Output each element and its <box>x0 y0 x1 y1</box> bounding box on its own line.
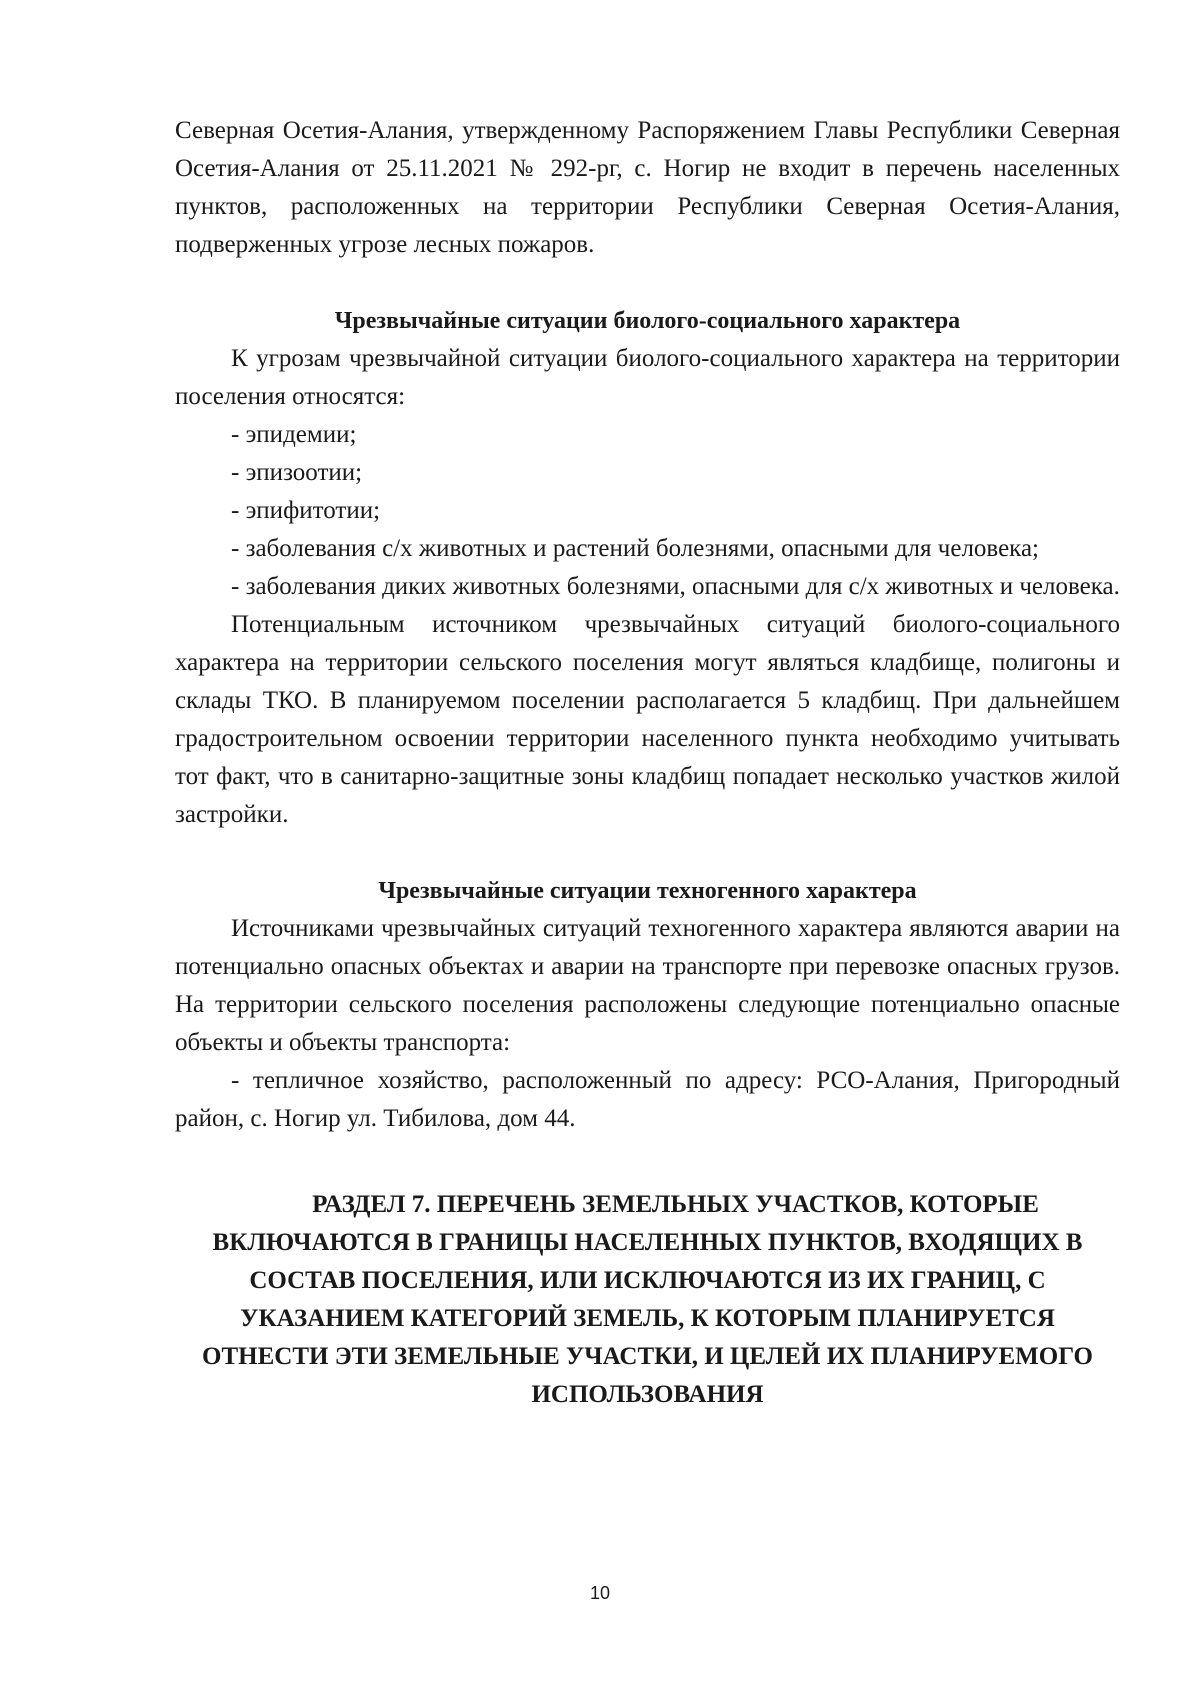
page-number: 10 <box>589 1583 611 1603</box>
technogenic-heading: Чрезвычайные ситуации техногенного характера <box>378 878 917 904</box>
technogenic-paragraph: Источниками чрезвычайных ситуаций техногенного характера являются аварии на потенциально опасных объектах и аварии на транспорте при перевозке опасных грузов. На территории сельского поселения расположены следующие потенциально опасные объекты и объекты транспорта: <box>175 915 1120 1056</box>
bio-social-paragraph: Потенциальным источником чрезвычайных ситуаций биолого-социального характера на территории сельского поселения могут являться кладбище, полигоны и склады ТКО. В планируемом поселении располагается 5 кладбищ. При дальнейшем градостроительном освоении территории населенного пункта необходимо учитывать тот факт, что в санитарно-защитные зоны кладбищ попадает несколько участков жилой застройки. <box>175 611 1120 828</box>
bio-social-heading: Чрезвычайные ситуации биолого-социального характера <box>334 308 961 334</box>
technogenic-item-greenhouse: - тепличное хозяйство, расположенный по адресу: РСО-Алания, Пригородный район, с. Ногир ул. Тибилова, дом 44. <box>175 1067 1120 1132</box>
bio-social-item-epiphytotics: - эпифитотии; <box>231 497 381 524</box>
bio-social-item-farm-diseases: - заболевания с/х животных и растений болезнями, опасными для человека; <box>231 535 1039 562</box>
page-content <box>175 112 1120 1414</box>
bio-social-item-wild-diseases: - заболевания диких животных болезнями, опасными для с/х животных и человека. <box>231 573 1120 600</box>
bio-social-lead: К угрозам чрезвычайной ситуации биолого-социального характера на территории поселения относятся: <box>175 345 1120 410</box>
bio-social-item-epidemics: - эпидемии; <box>231 421 357 448</box>
bio-social-item-epizootics: - эпизоотии; <box>231 459 363 486</box>
section-7-heading: РАЗДЕЛ 7. ПЕРЕЧЕНЬ ЗЕМЕЛЬНЫХ УЧАСТКОВ, КОТОРЫЕ ВКЛЮЧАЮТСЯ В ГРАНИЦЫ НАСЕЛЕННЫХ ПУНКТОВ, ВХОДЯЩИХ В СОСТАВ ПОСЕЛЕНИЯ, ИЛИ ИСКЛЮЧАЮТСЯ ИЗ ИХ ГРАНИЦ, С УКАЗАНИЕМ КАТЕГОРИЙ ЗЕМЕЛЬ, К КОТОРЫМ ПЛАНИРУЕТСЯ ОТНЕСТИ ЭТИ ЗЕМЕЛЬНЫЕ УЧАСТКИ, И ЦЕЛЕЙ ИХ ПЛАНИРУЕМОГО ИСПОЛЬЗОВАНИЯ <box>202 1191 1093 1408</box>
intro-paragraph: Северная Осетия-Алания, утвержденному Распоряжением Главы Республики Северная Осетия-Алания от 25.11.2021 № 292-рг, с. Ногир не входит в перечень населенных пунктов, расположенных на территории Республики Северная Осетия-Алания, подверженных угрозе лесных пожаров. <box>175 117 1120 258</box>
